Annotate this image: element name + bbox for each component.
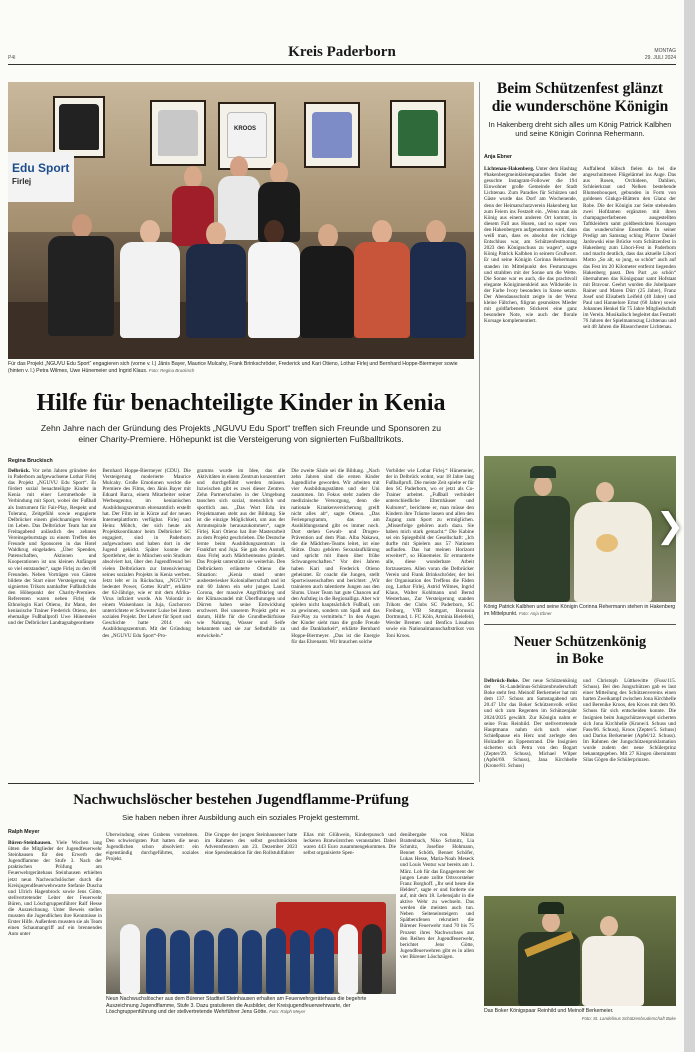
person-head bbox=[264, 220, 284, 244]
framed-jersey bbox=[218, 102, 276, 170]
person bbox=[300, 246, 354, 338]
column-divider bbox=[479, 82, 480, 782]
person bbox=[338, 924, 358, 994]
kenia-headline: Hilfe für benachteiligte Kinder in Kenia bbox=[36, 390, 446, 416]
jersey-name: KROOS bbox=[234, 126, 257, 132]
photo-credit: Foto: Regina Bruckisch bbox=[148, 367, 195, 373]
person bbox=[170, 930, 190, 994]
article-separator bbox=[484, 624, 676, 625]
jugendflamme-headline: Nachwuchslöscher bestehen Jugendflamme-Prüfung bbox=[73, 792, 409, 808]
koenigspaar-hakenberg-caption: König Patrick Kalbhen und seine Königin Corinna Rehermann stehen in Hakenberg im Mittelpunkt. Foto: Anja Ebner bbox=[484, 604, 676, 617]
person-head bbox=[600, 916, 618, 936]
jugendflamme-column: denübergabe von Niklas Brattenbach, Niko Schmitz, Lia Schmitz, Josefine Hohmann, Bennet Schöth, Bennet Schöfer, Lukas Hesse, Maria-Noah Meseck und Louis Ventur war bereits am 1. März. Lob für das Engagement der jungen Leute zollte Ortsvorsteher Franz Borghoff. „Ihr seid heute die Helden“, sagte er und forderte sie auf, mit dem 18. Lebensjahr in die aktive Wehr zu wechseln. Das werden die meisten auch tun. Neben Seiteneinsteigern und Spätberufenen rekrutiert die Bürener Feuerwehr rund 70 bis 75 Prozent ihres Nachwuchses aus den Reihen der Jugendfeuerwehr, berichtet Jens Götte, Jugendfeuerwehren gibt es in allen vier Bürener Löschzügen. bbox=[400, 832, 474, 960]
koenigspaar-hakenberg-photo bbox=[484, 456, 676, 602]
koenigspaar-boke-caption: Das Boker Königspaar Reinhild und Meinolf Berkemeier. bbox=[484, 1008, 614, 1014]
boke-column: und Christoph Lüttkewitte (Fuss/115. Schuss). Bei den Jungschützen gab es laut einer Mitteilung des Schützenvereins einen harten Zweikampf zwischen Jona Kirchhelle und Berenike Kroos, den Kroos mit dem 90. Schuss für sich entscheiden konnte. Die Insignien beim Jungschützenvogel sicherten sich Jona Kirchhelle (Krone/4. Schuss und Fass/66. Schuss), Kroos (Zepter/5. Schuss) und Darius Berkemeier (Apfel/12. Schuss). Im Rahmen der Jungschützenproklamation wurde zudem der neue Schülerprinz bekanntgegeben. Mit 27 Kingen übernimmt Silas Gögen die Schülerprinzen. bbox=[583, 678, 676, 764]
schuetzenfest-column: Auffallend hübsch fielen da bei die angeschnittenen Flügelärmel ins Auge. Das aus Rosen, Orchideen, Dahlien, Schleierkraut und Nelken bestehende Blumenbouquet, gebunden in Form von goldenen Ginkgo-Blättern den Glanz der Robe. Die der Königin zur Seite stehenden zwei Hofdamen ergänzten mit ihren champagnerfarbenen ausgestellten Taftkleidern samt goldbestickten Korsagen das wunderschöne Ensemble. In seiner Predigt am Samstag schlug Pfarrer Daniel Jardowski eine Brücke vom Schützenfest in Hakenberg zum Libori-Fest in Paderborn und macht deutlich, dass das aktuelle Libori Motto „So alt, so jung, so schön“ auch auf das Fest im 20 Kilometer entfernt liegenden Hakenberg passt. Den Part „so schön“ übernahmen das Königspaar samt Hofstaat mit Bravour. Geehrt wurden die Jubelpaare Rainer und Maren Dürr (25 Jahre), Franz Josef und Elisabeth Leifeld (40 Jahre) und Paul und Hannelore Ernst (60 Jahre) sowie Johannes Henkel für 75 Jahre Mitgliedschaft im Verein. Musikalisch begleitet das Festzelt 76 Jahren der Spielmannszug Lichtenau und seit 48 Jahren die Blasorchester Lichtenau. bbox=[583, 166, 676, 331]
bouquet bbox=[596, 534, 618, 552]
person bbox=[582, 936, 644, 1006]
person bbox=[574, 502, 652, 602]
schuetzenfest-column: Lichtenau-Hakenberg. Unter dem Hashtag #hakenbergmeinkleinesparadies findet der gesuchte Instagram-Follower die 194 Einwohner große Gemeinde der Stadt Lichtenau. Zum Paradies für Schützen und Gäste wurde das Dorf am Wochenende, denn der Heimatschutzverein Hakenberg hat zum Feiern ins Festzelt ein. „Wenn man als König aus einem anderen Ort kommt, in diesem Fall aus Husen, und so super von den Hakenbergern aufgenommen wird, dann weiß man, dass es absolut der richtige Entschluss war, am Schützenfestmontag 2023 den Königsschuss zu wagen“, sagte König Patrick Kalbhen in seinem Grußwort. Er und seine Königin Corinna Rehermann standen im Mittelpunkt des Festumzuges und strahlten mit der Sonne um die Wette. Die Sonne war es auch, die das prachtvoll elegante Königinnenkleid aus Wildseide in der Farbe Ivory besonders in Szene setzte. Der Abendausschnitt zeigte in der Wenz kleine Fältchen, filigran gesmoktes Mieder mit goldfarbenem Stickerei eine ganz besondere Note, wie auch der florale Korsage komplementiert. bbox=[484, 166, 577, 325]
person-head bbox=[184, 166, 202, 188]
schuetzenfest-article-body bbox=[484, 166, 676, 449]
person-head bbox=[542, 912, 560, 932]
framed-jersey bbox=[53, 96, 105, 158]
jugendflamme-column: Elias mit Glühwein, Kinderpunsch und leckeren Bratwürstchen veranstaltet. Dabei waren 443 Euro zusammengekommen. Die selbst organisierte Spen- bbox=[303, 832, 397, 857]
framed-jersey bbox=[150, 100, 206, 166]
framed-jersey bbox=[390, 100, 446, 168]
person-head bbox=[372, 220, 392, 244]
page-number: P4I bbox=[8, 55, 16, 61]
jugendflamme-column: Die Gruppe der jungen Steinhausener hatte im Rahmen des selbst geschmückten Adventsfenstern am 23. Dezember 2023 eine Spendenaktion für den Rollstuhlfahrer bbox=[204, 832, 298, 857]
jugendfeuerwehr-photo-caption: Neun Nachwuchslöscher aus dem Bürener Stadtteil Steinhausen erhalten am Feuerwehrgerätehaus die begehrte Auszeichnung Jugendflamme, Stufe 3. Dazu gratulieren die Ausbilder, der Kreisjugendfeuerwehrwarte, der Löschgruppenführung und der stellvertretende Wehrführer Jens Götte. Foto: Ralph Meyer bbox=[106, 996, 367, 1016]
jugendflamme-article-body-top bbox=[106, 832, 396, 888]
kenia-column: Die zweite Säule sei die Bildung. „Nach zehn Jahren sind die ersten Kinder Jugendliche geworden. Wir arbeiten mit vier Ausbildungsstätten und der Uni zusammen. Im Fokus steht zudem die medizinische Versorgung, denn die nationale Krankenversicherung greift nicht alles ab“, sagte Otieno. „Das Ferienprogramm, das am Ausbildungsstand gibt es immer noch. Dort stehen Gewalt- und Drogen-Prävention auf dem Plan. Alba Nakawa, die die Mädchen-Teams leitet, ist eine Stütze. Dazu gehören Sexualaufklärung und spricht mit ihnen über frühe Schwangerschaften.“ Vor drei Jahren haben Kari und Frederick Otieno geheiratet. Er coacht die Jungen, stellt Sportwissenschaften und berichtet: „Wir trainieren auch talentierte Jungen aus den Slums. Unser Team hat gute Chancen auf den Aufstieg in die Regionalliga. Aber wir spielen nicht hauptsächlich Fußball, um zu gewinnen, sondern um Spaß und das Fair-Play zu vermitteln.“ In den Augen der Kinder sieht man die große Freude und die Dankbarkeit“, erklärte Bernhard Hoppe-Biermeyer. „Das ist die Energie für das Ehrenamt. Wir brauchen solche bbox=[291, 468, 380, 645]
section-title: Kreis Paderborn bbox=[288, 44, 396, 60]
hat bbox=[538, 902, 564, 914]
person bbox=[362, 924, 382, 994]
person bbox=[120, 924, 140, 994]
schuetzenfest-headline: Beim Schützenfest glänzt die wunderschöne Königin bbox=[491, 80, 669, 115]
person-head bbox=[426, 220, 446, 244]
kenia-column: gramms wurde im Idee, das alle Aktivitäten in einem Zentrum konzentriert und durchgeführt werden müssen. Inzwischen gibt es zwei dieser Zentren. Zehn Partnerschulen in der Umgebung tauschen sich sozial, menschlich und sportlich aus. „Das Wort Edu im Projektnamen steht aus der Bildung. Sie ist die einzige Möglichkeit, um aus der Armutsspirale herauszukommen“, sagte Firlej. Kari Otieno hat ihre Masterarbeit zu dem Projekt geschrieben. Die Deutsche lernte beim Ausbildungszentrum in Frankfurt und Juja. Sie gab den Anstoß, dass Firlej auch Mädchenteams gründet. Das Projekt unterstützt sie weiterhin. Den Delbrückern erläuterte Otieno die Situation: „Kenia stand unter ausbesteriesker Kolonialherrschaft und ist mit 60 Jahren ein sehr junges Land. Corona, der massive Angriffskrieg und der Klimawandel mit Überflutungen und Dürren haben seine Entwicklung erschwert. Bei unserem Projekt geht es darum, Hilfe für die Grundbedürfnisse wie Nahrung, Wasser und Seife bekanntem und sie zur Selbsthilfe zu entwickeln.“ bbox=[196, 468, 286, 639]
kenia-deck: Zehn Jahre nach der Gründung des Projekts „NGUVU Edu Sport“ treffen sich Freunde und Sponsoren zu einer Charity-Premiere. Höhepunkt ist die Versteigerung von signierten Fußballtrikots. bbox=[40, 423, 442, 444]
person-head bbox=[318, 224, 338, 248]
person bbox=[242, 930, 262, 994]
boke-article-body bbox=[484, 678, 676, 893]
weekday: MONTAG bbox=[654, 48, 676, 54]
masthead-date bbox=[645, 48, 676, 62]
photo-credit: Foto: Anja Ebner bbox=[518, 610, 552, 616]
person bbox=[194, 930, 214, 994]
person bbox=[48, 236, 114, 336]
article-separator bbox=[8, 783, 474, 784]
scrollbar-rail[interactable] bbox=[684, 0, 695, 1052]
person bbox=[146, 928, 166, 994]
framed-jersey bbox=[304, 102, 360, 168]
schuetzenfest-byline: Anja Ebner bbox=[484, 154, 512, 160]
issue-date: 29. JULI 2024 bbox=[644, 55, 676, 61]
person bbox=[514, 496, 570, 602]
photo-credit: Foto: Ralph Meyer bbox=[269, 1009, 306, 1015]
jugendflamme-article-body-right bbox=[400, 832, 474, 1040]
boke-dateline: Delbrück-Boke. bbox=[484, 678, 520, 684]
schuetzenfest-deck: In Hakenberg dreht sich alles um König Patrick Kalbhen und seine Königin Corinna Rehermann. bbox=[488, 120, 672, 138]
kenia-dateline: Delbrück. bbox=[8, 468, 31, 474]
person-head bbox=[140, 220, 160, 244]
person bbox=[266, 928, 286, 994]
person-head bbox=[270, 162, 288, 184]
person bbox=[290, 930, 310, 994]
kenia-article-body bbox=[8, 468, 474, 774]
person-head bbox=[72, 214, 92, 238]
hat bbox=[530, 466, 556, 478]
boke-headline: Neuer Schützenkönig in Boke bbox=[513, 634, 647, 667]
person-head bbox=[206, 222, 226, 246]
schuetzenfest-dateline: Lichtenau-Hakenberg. bbox=[484, 166, 535, 172]
jugendflamme-column: Büren-Steinhausen. Viele Wochen lang übten die Mitglieder der Jugendfeuerwehr Steinhausen für den Erwerb der Jugendflamme der Stufe 3. Nach der praktischen Prüfung am Feuerwehrgerätehaus Steinhausen erhielten jetzt neun Nachwuchslöscher durch die Kreisjugendfeuerwehrwarte Stefanie Duscha und Ulrich Hagenbrock sowie Jens Götte, stellvertretender Leiter der Feuerwehr Büren, und Löschgruppenführer Ralf Hesse die Auszeichnung. Unter Beweis stellen mussten die Jugendlichen ihre Kenntnisse in Erster Hilfe. Außerdem mussten sie als Team einen Schaumangriff auf ein brennendes Auto unter bbox=[8, 840, 102, 938]
koenigspaar-boke-photo bbox=[484, 896, 676, 1006]
person-head bbox=[230, 156, 248, 178]
jugendflamme-article-body bbox=[8, 840, 102, 1040]
masthead-rule bbox=[8, 64, 676, 65]
kenia-column: Bernhard Hoppe-Biermeyer (CDU). Die Versteigerung moderierte Maurice Mulcahy. Große Emotionen weckte die Premiere des Films, den Jānis Bayer mit Eduard Barca, einem Mitarbeiter seiner Werbeagentur, im kenianischen Ausbildungszentrum ehrenamtlich erstellt hat. Der Film ist in Kürze auf der neuen Internetplattform verfügbar. Firlej und Heinz Möltch, der sich heute als Projektkoordinator beim Delbrücker SC engagiert, sind in Paderborn aufgewachsen und haben dort in der Jugend gekickt. Später konnte der Sportlehrer, der in München sein Studium absolviert hat, über den Jugendfreund bei vielen Delbrückern zur Intensivierung seines sozialen Projekts in Kenia werben. Jetzt lebt er in Rückschau, „NGUVU“ bedeutet Power, Gottes Kraft“, erklärte der 62-Jährige, wie er mit dem Afrika-Virus infiziert wurde. Als Volontär in einem Waisenhaus in Juja, Gachororo unterrichtete er Schwester Luise bei ihrem sozialen Projekt. Der Lehrer für Sport und Geschichte hatte 2014 ein Ausbildungszentrum. Mit der Gründung des „NGUVU Edu Sport“-Pro- bbox=[102, 468, 191, 639]
person bbox=[218, 928, 238, 994]
boke-column: Delbrück-Boke. Der neue Schützenkönig der St.-Landelinus-Schützenbruderschaft Boke steht fest. Meinolf Berkemeier hat mit dem 137. Schuss am Samstagabend um 20.47 Uhr das Boker Schützenvolk erlöst und sich zum Regenten im Schützenjahr 2024/2025 gewählt. Zur Königin nahm er seine Frau Reinhild. Der stellvertretende Hauptmann nahm sich nach einer Schießpause ein Herz und zerlegte den Holzadler an Eppenstrand. Die Insignien sicherten sich Petra von den Bogart (Zepter/29. Schuss), Michael Wilper (Apfel/69. Schuss), Jana Kirchhelle (Krone/81. Schuss) bbox=[484, 678, 577, 770]
person bbox=[186, 244, 246, 338]
jugendflamme-column: Überwindung eines Grabens vornehmen. Den schwierigsten Part hatten die neun Jugendlichen schon absolviert: ein eigenständig durchgeführtes, soziales Projekt. bbox=[106, 832, 199, 863]
photo-credit: Foto: St. Landelinus Schützenbruderschaft Boke bbox=[581, 1016, 676, 1021]
jugendflamme-deck: Sie haben neben ihrer Ausbildung auch ein soziales Projekt gestemmt. bbox=[122, 813, 360, 822]
jugendflamme-byline: Ralph Meyer bbox=[8, 829, 40, 835]
kenia-column: Vorbilder wie Lothar Firlej.“ Hünemeier, der in Delbrück wohnt, war 18 Jahre lang Fußballprofi. Die meiste Zeit spielte er für den SC Paderborn, wo er jetzt als Co-Trainer arbeitet. „Fußball verbindet unterschiedliche Elternhäuser und Kulturen“, berichtete er, man müsse den Kindern ihre Träume lassen und allen den Zugang zum Sport zu ermöglichen. „Misserfolge gehören auch dazu. Sie haben mich stark gemacht.“ Die Kabine sei ein Spiegelbild der Gesellschaft: „Ich durfte mit Spielern aus 57 Nationen auflaufen. Das hat meinen Horizont erweitert“, so Hünemeier. Er ermunterte alle, diese wunderbare Arbeit fortzusetzen. Allen voran die Delbrücker Verein und Frank Brinkschröder, der bei der Organisation des Treffens die Fäden zog, Lothar Firlej, Astrid Wilmes, Ingrid Klaus, Walter Kohlmann und Bernd Westerhaus, Zur Versteigerung standen Trikots der Clubs SC Paderborn, SC Freiburg, VfB Stuttgart, Borussia Dortmund, 1. FC Köln, Arminia Bielefeld, Werder Bremen und Benfica Lissabon sowie ein Nationalmannschaftstrikot von Toni Kroos. bbox=[385, 468, 475, 639]
kenia-byline: Regina Bruckisch bbox=[8, 458, 53, 464]
jugendfeuerwehr-group-photo bbox=[106, 894, 396, 994]
kenia-column: Delbrück. Vor zehn Jahren gründete der in Paderborn aufgewachsene Lothar Firlej das Projekt „NGUVU Edu Sport“. Es fördert sozial benachteiligte Kinder in Kenia mit einer Lernmethode in Verbindung mit Sport, wobei der Fußball als Instrument für Fair-Play, Respekt und Toleranz, Zeitgefühl sowie engagierte Delbrücker einem gleichnamigen Verein im Leben. Das Delbrücker Team hat am Freitagabend anlässlich des zehnten Vereinsgeburtstags zu einem Treffen der Freunde und Sponsoren in das Hotel Waldkrug eingeladen. „Über Spenden, Patenschaften, Aktionen und Kooperationen ist uns kleinen Anfängen so viel entstanden“, sagte Firlej zu den 80 Freunden. Neben Vorträgen von Gästen bildete der Start einer Versteigerung von signierten Trikots namhafter Fußballclubs den Höhepunkt der Charity-Premiere. Referenten waren neben Firlej die Ethnologin Kari Otieno, ihr Mann, der keniasische Trainer Frederick Otieno, der ehemalige Fußballprofi Uwe Hünemeier und der Delbrücker Landtagsabgeordnete bbox=[8, 468, 97, 627]
jugendflamme-dateline: Büren-Steinhausen. bbox=[8, 840, 52, 846]
next-page-chevron-icon[interactable]: ❯ bbox=[655, 506, 685, 546]
photo-banner: Edu Sport Firlej bbox=[8, 152, 74, 202]
person bbox=[248, 242, 300, 338]
kenia-photo-caption: Für das Projekt „NGUVU Edu Sport“ engagieren sich (vorne v. l.) Jānis Bayer, Maurice Mulcahy, Frank Brinkschröder, Frederick und Kari Otieno, Lothar Firlej und Bernhard Hoppe-Biermeyer sowie (hinten v. l.) Petra Wilmes, Uwe Hünemeier und Ingrid Klaus. Foto: Regina Bruckisch bbox=[8, 361, 458, 374]
person bbox=[314, 928, 334, 994]
person bbox=[410, 242, 466, 338]
person bbox=[120, 242, 180, 338]
kenia-group-photo bbox=[8, 82, 474, 359]
person-head bbox=[596, 482, 614, 502]
person-head bbox=[534, 476, 552, 496]
person bbox=[354, 242, 410, 338]
